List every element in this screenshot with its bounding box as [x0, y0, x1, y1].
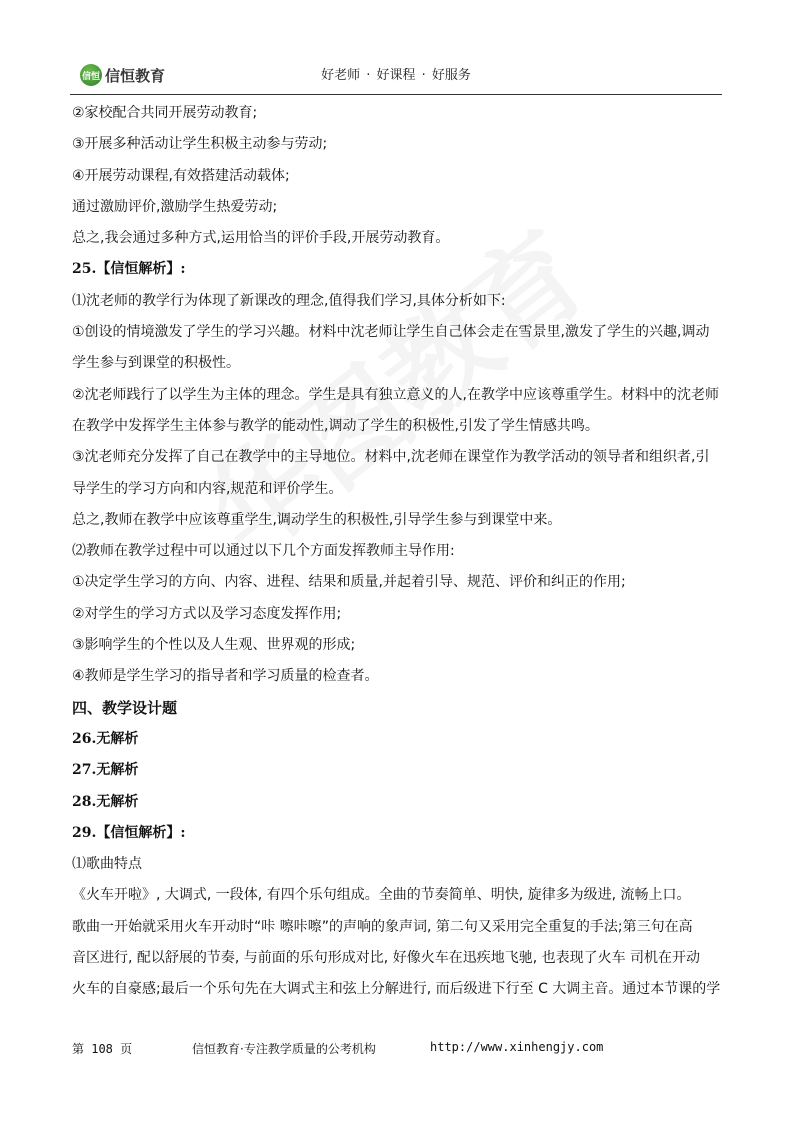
text-line: ①创设的情境激发了学生的学习兴趣。材料中沈老师让学生自己体会走在雪景里,激发了学生的兴趣,调动 [72, 324, 710, 341]
text-line: 火车的自豪感;最后一个乐句先在大调式主和弦上分解进行, 而后级进下行至 C 大调主音。通过本节课的学 [72, 981, 721, 998]
answer-heading: 29.【信恒解析】: [72, 824, 186, 841]
text-line: 音区进行, 配以舒展的节奏, 与前面的乐句形成对比, 好像火车在迅疾地飞驰, 也表现了火车 司机在开动 [72, 950, 701, 967]
text-line: ②对学生的学习方式以及学习态度发挥作用; [72, 605, 342, 622]
answer-heading: 26.无解析 [72, 730, 139, 747]
text-line: ②家校配合共同开展劳动教育; [72, 105, 258, 121]
header-divider [70, 94, 722, 95]
logo-mark-icon: 信恒 [80, 64, 102, 86]
text-line: 学生参与到课堂的积极性。 [72, 355, 240, 372]
answer-heading: 27.无解析 [72, 762, 139, 779]
logo-text: 信恒教育 [105, 66, 166, 85]
section-heading: 四、教学设计题 [72, 698, 178, 717]
text-line: ③沈老师充分发挥了自己在教学中的主导地位。材料中,沈老师在课堂作为教学活动的领导者和组织者,引 [72, 449, 710, 466]
footer-url: http://www.xinhengjy.com [430, 1040, 604, 1054]
text-line: 总之,我会通过多种方式,运用恰当的评价手段,开展劳动教育。 [72, 230, 450, 247]
text-line: 总之,教师在教学中应该尊重学生,调动学生的积极性,引导学生参与到课堂中来。 [72, 511, 562, 528]
text-line: ③开展多种活动让学生积极主动参与劳动; [72, 136, 328, 153]
text-line: 通过激励评价,激励学生热爱劳动; [72, 198, 278, 215]
text-line: 歌曲一开始就采用火车开动时“咔 嚓咔嚓”的声响的象声词, 第二句又采用完全重复的手法;第三句在高 [72, 918, 693, 935]
footer-organization: 信恒教育·专注教学质量的公考机构 [192, 1042, 376, 1056]
page-header [70, 58, 722, 94]
text-line: 在教学中发挥学生主体参与教学的能动性,调动了学生的积极性,引发了学生情感共鸣。 [72, 417, 599, 434]
text-line: ④教师是学生学习的指导者和学习质量的检查者。 [72, 668, 379, 685]
header-slogan: 好老师 · 好课程 · 好服务 [321, 68, 471, 83]
text-line: ①决定学生学习的方向、内容、进程、结果和质量,并起着引导、规范、评价和纠正的作用; [72, 574, 626, 591]
text-line: 《火车开啦》, 大调式, 一段体, 有四个乐句组成。全曲的节奏简单、明快, 旋律多为级进, 流畅上口。 [72, 887, 691, 904]
document-body [72, 98, 724, 1006]
text-line: ⑴歌曲特点 [72, 856, 142, 873]
text-line: 导学生的学习方向和内容,规范和评价学生。 [72, 480, 343, 497]
text-line: ⑵教师在教学过程中可以通过以下几个方面发挥教师主导作用: [72, 543, 455, 560]
text-line: ③影响学生的个性以及人生观、世界观的形成; [72, 637, 356, 654]
text-line: ④开展劳动课程,有效搭建活动载体; [72, 167, 290, 184]
answer-heading: 25.【信恒解析】: [72, 261, 186, 278]
text-line: ⑴沈老师的教学行为体现了新课改的理念,值得我们学习,具体分析如下: [72, 292, 506, 309]
text-line: ②沈老师践行了以学生为主体的理念。学生是具有独立意义的人,在教学中应该尊重学生。材料中的沈老师 [72, 386, 719, 403]
answer-heading: 28.无解析 [72, 793, 139, 810]
page-number: 第 108 页 [72, 1042, 133, 1056]
